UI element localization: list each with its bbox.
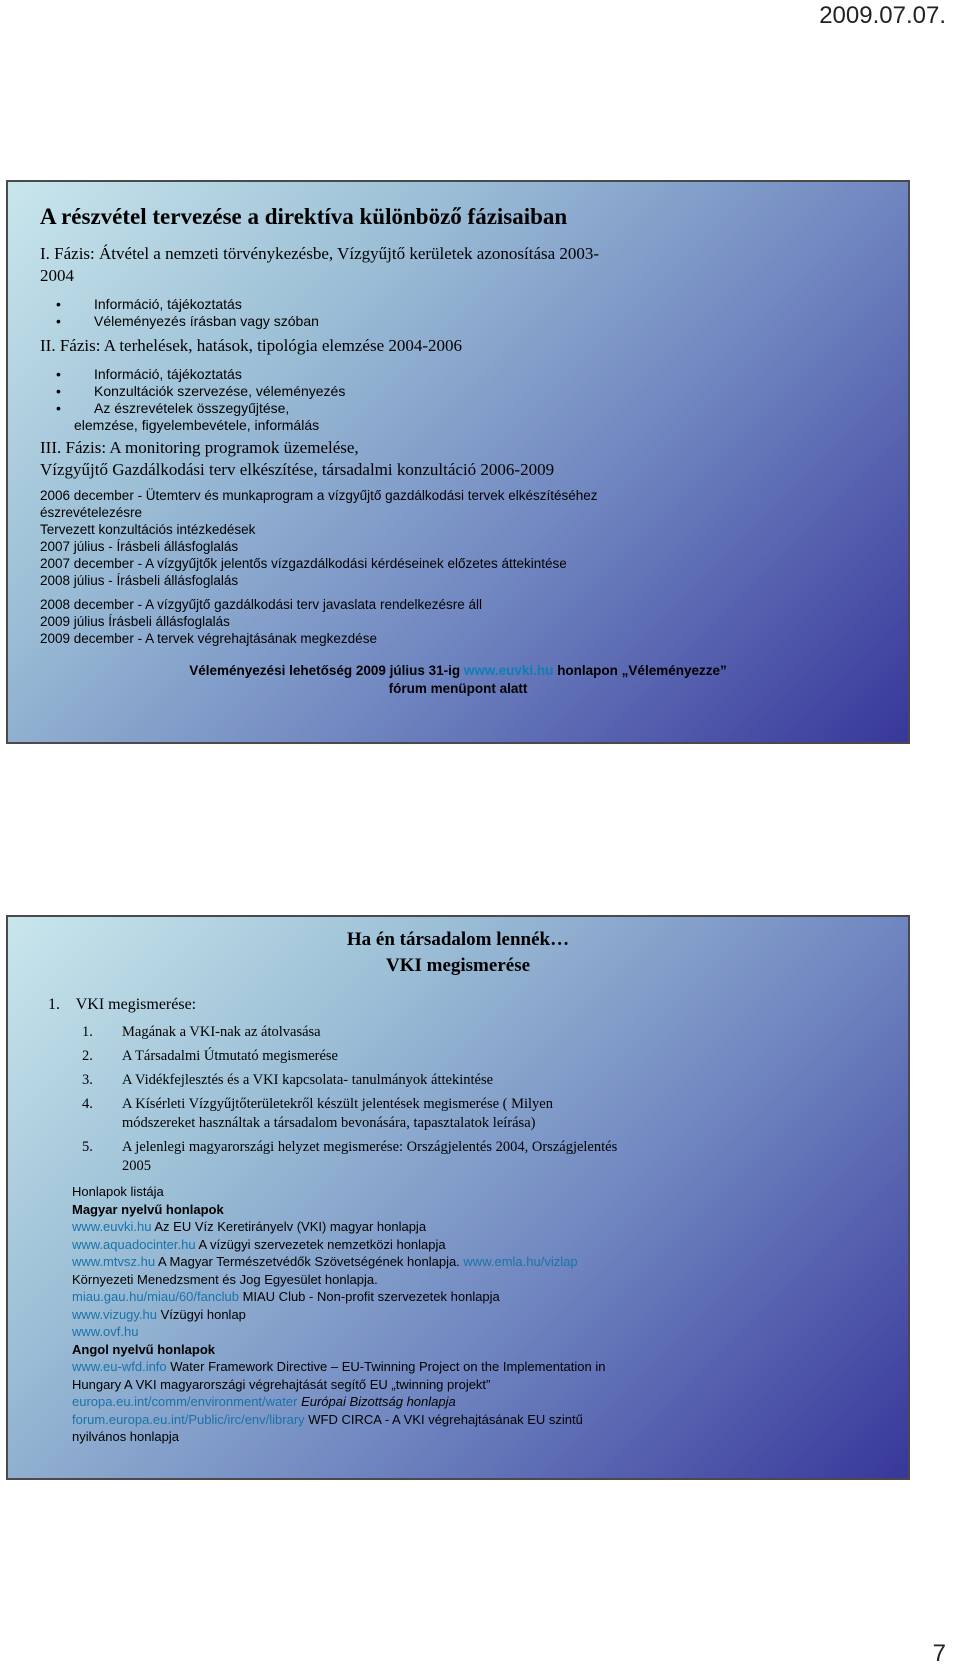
note-text: Véleményezési lehetőség 2009 július 31-ig (189, 663, 464, 678)
phase2-bullet-cont: elemzése, figyelembevétele, informálás (74, 417, 320, 433)
list-item (72, 1253, 605, 1271)
list-item (72, 1323, 605, 1341)
phase3-heading-cont: Vízgyűjtő Gazdálkodási terv elkészítése, társadalmi konzultáció 2006-2009 (40, 460, 555, 479)
list-item (72, 1306, 605, 1324)
phase1-heading-cont: 2004 (40, 266, 74, 285)
print-date: 2009.07.07. (819, 2, 946, 29)
site-desc: Water Framework Directive – EU-Twinning Project on the Implementation in (166, 1359, 606, 1374)
slide-title: A részvétel tervezése a direktíva különböző fázisaiban (40, 204, 568, 229)
site-link[interactable]: forum.europa.eu.int/Public/irc/env/library (72, 1411, 305, 1427)
site-link[interactable]: www.eu-wfd.info (72, 1359, 167, 1374)
phase2-bullet: • Konzultációk szervezése, véleményezés (94, 383, 345, 399)
slide-participation-phases (6, 180, 910, 744)
phase2-bullet: • Az észrevételek összegyűjtése, (94, 400, 289, 416)
list-item (72, 1358, 605, 1376)
site-link[interactable]: www.aquadocinter.hu (72, 1236, 196, 1252)
sub-item-num: 4. (82, 1096, 93, 1112)
site-desc: Az EU Víz Keretirányelv (VKI) magyar honlapja (151, 1219, 427, 1234)
sub-item-text: Magának a VKI-nak az átolvasása (122, 1024, 321, 1040)
schedule-line: 2009 július Írásbeli állásfoglalás (40, 614, 230, 629)
schedule-line: 2007 december - A vízgyűjtők jelentős vízgazdálkodási kérdéseinek előzetes áttekintése (40, 556, 567, 571)
list-item (72, 1411, 605, 1429)
site-link[interactable]: miau.gau.hu/miau/60/fanclub (72, 1289, 239, 1304)
sub-item-num: 1. (82, 1024, 93, 1040)
schedule-line: 2008 július - Írásbeli állásfoglalás (40, 573, 239, 588)
site-desc: WFD CIRCA - A VKI végrehajtásának EU szintű (304, 1411, 583, 1427)
list-item-cont: Hungary A VKI magyarországi végrehajtását segítő EU „twinning projekt” (72, 1376, 491, 1392)
site-link[interactable]: www.ovf.hu (72, 1324, 139, 1339)
site-desc: A vízügyi szervezetek nemzetközi honlapja (195, 1236, 446, 1252)
euvki-link[interactable]: www.euvki.hu (463, 663, 554, 678)
sub-item-text-cont: 2005 (122, 1158, 151, 1174)
site-link[interactable]: www.vizugy.hu (72, 1306, 158, 1322)
schedule-line: 2008 december - A vízgyűjtő gazdálkodási terv javaslata rendelkezésre áll (40, 597, 482, 612)
site-desc: A Magyar Természetvédők Szövetségének honlapja. (155, 1254, 464, 1269)
phase2-heading: II. Fázis: A terhelések, hatások, tipológia elemzése 2004-2006 (40, 336, 463, 355)
page-number: 7 (932, 1640, 946, 1667)
phase1-bullet: • Információ, tájékoztatás (94, 296, 242, 312)
schedule-line: 2006 december - Ütemterv és munkaprogram a vízgyűjtő gazdálkodási tervek elkészítéséhez (40, 488, 598, 503)
english-sites-heading: Angol nyelvű honlapok (72, 1341, 216, 1357)
phase1-bullet: • Véleményezés írásban vagy szóban (94, 313, 319, 329)
site-link[interactable]: europa.eu.int/comm/environment/water (72, 1394, 298, 1409)
sub-item-num: 2. (82, 1048, 93, 1064)
sub-item-text: A Társadalmi Útmutató megismerése (122, 1048, 338, 1064)
sub-item-text-cont: módszereket használtak a társadalom bevonására, tapasztalatok leírása) (122, 1115, 536, 1131)
schedule-line: 2009 december - A tervek végrehajtásának megkezdése (40, 631, 377, 646)
note-text-line2: fórum menüpont alatt (388, 681, 528, 696)
list-item (72, 1288, 605, 1306)
list-item-cont: nyilvános honlapja (72, 1429, 179, 1444)
slide-title-line2: VKI megismerése (385, 955, 531, 976)
slide-vki-overview (6, 915, 910, 1480)
hungarian-sites-heading: Magyar nyelvű honlapok (72, 1201, 224, 1217)
sub-item-num: 5. (82, 1139, 93, 1155)
site-link[interactable]: www.euvki.hu (72, 1219, 152, 1234)
site-desc: Vízügyi honlap (157, 1306, 246, 1322)
main-list-item: 1. VKI megismerése: (48, 996, 197, 1013)
consultation-note (28, 662, 888, 698)
phase1-heading: I. Fázis: Átvétel a nemzeti törvénykezésbe, Vízgyűjtő kerületek azonosítása 2003- (40, 244, 600, 263)
phase2-bullet: • Információ, tájékoztatás (94, 366, 242, 382)
site-desc: Európai Bizottság honlapja (297, 1394, 456, 1409)
phase3-heading: III. Fázis: A monitoring programok üzemelése, (40, 438, 359, 457)
sub-item-num: 3. (82, 1072, 93, 1088)
list-item (72, 1393, 605, 1411)
site-link[interactable]: www.mtvsz.hu (72, 1254, 156, 1269)
sub-item-text: A Kísérleti Vízgyűjtőterületekről készült jelentések megismerése ( Milyen (122, 1096, 553, 1112)
list-title: Honlapok listája (72, 1184, 164, 1199)
note-text-cont: honlapon „Véleményezze” (553, 663, 727, 678)
site-desc: MIAU Club - Non-profit szervezetek honlapja (238, 1289, 500, 1304)
list-item-cont: Környezeti Menedzsment és Jog Egyesület honlapja. (72, 1271, 378, 1287)
slide-title (8, 927, 908, 979)
schedule-line: Tervezett konzultációs intézkedések (40, 522, 256, 537)
schedule-line: 2007 július - Írásbeli állásfoglalás (40, 539, 239, 554)
schedule-line: észrevételezésre (40, 505, 143, 520)
list-item (72, 1236, 605, 1254)
sub-item-text: A jelenlegi magyarországi helyzet megismerése: Országjelentés 2004, Országjelentés (122, 1139, 618, 1155)
sub-item-text: A Vidékfejlesztés és a VKI kapcsolata- tanulmányok áttekintése (122, 1072, 494, 1088)
list-item (72, 1218, 605, 1236)
websites-list (72, 1183, 605, 1446)
slide-title-line1: Ha én társadalom lennék… (346, 929, 570, 950)
site-link[interactable]: www.emla.hu/vizlap (463, 1254, 578, 1269)
